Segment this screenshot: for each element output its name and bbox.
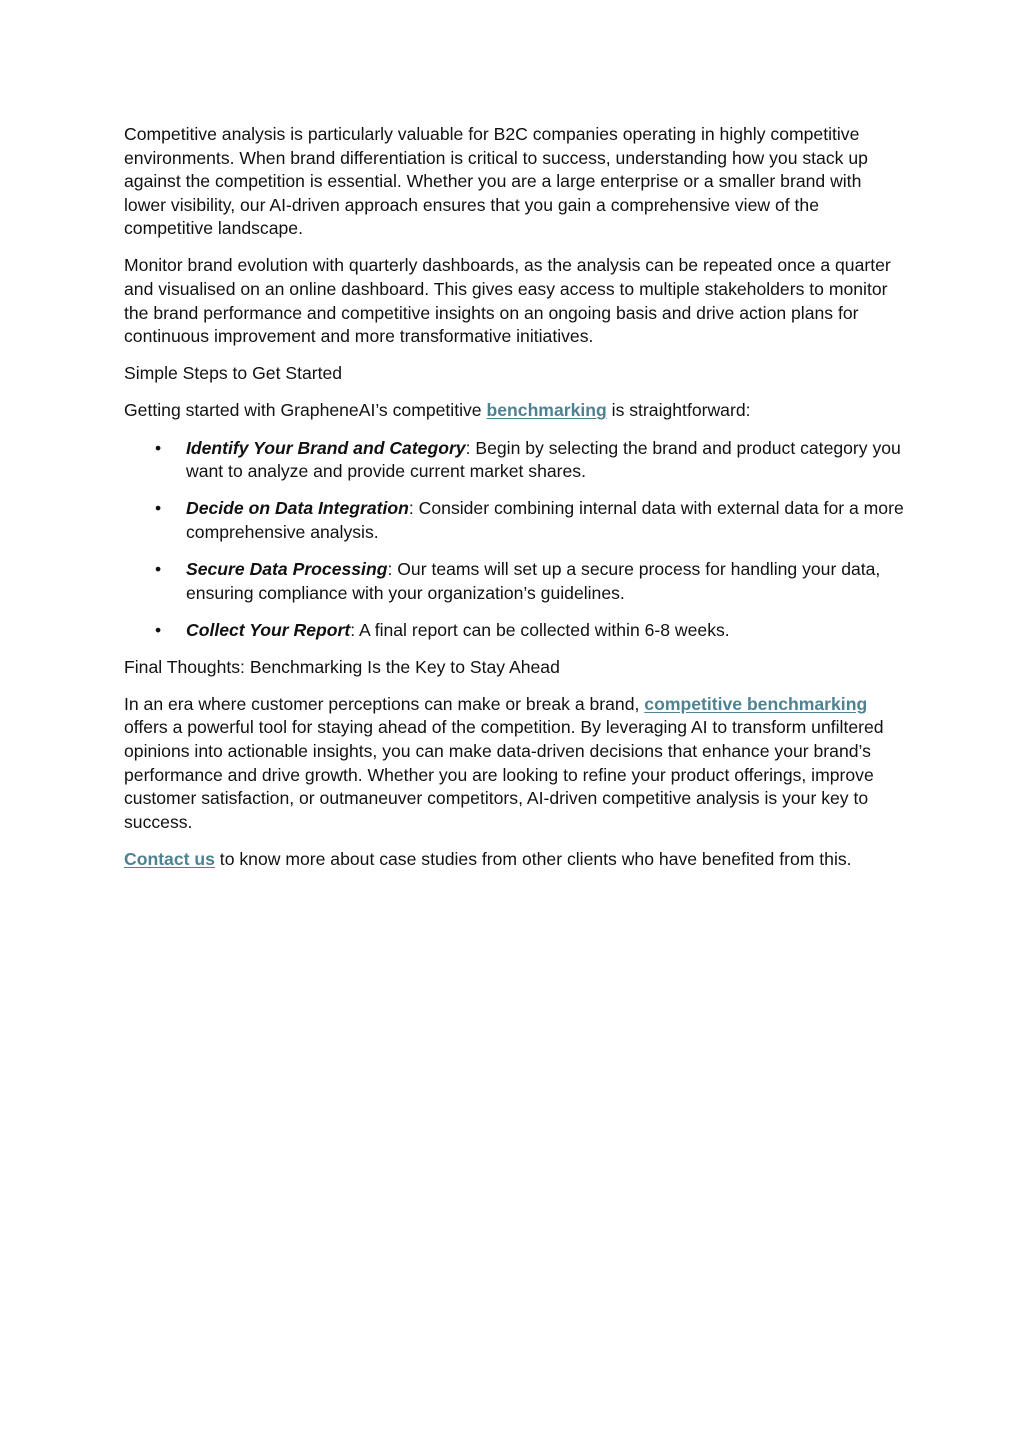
- step-term: Identify Your Brand and Category: [186, 437, 466, 458]
- final-text-end: offers a powerful tool for staying ahead of the competition. By leveraging AI to transform unfiltered opinions into actionable insights, you can make data-driven decisions that enhance your brand’s performance and drive growth. Whether you are looking to refine your product offerings, improve customer satisfaction, or outmaneuver competitors, AI-driven competitive analysis is your key to success.: [124, 717, 884, 832]
- steps-heading: Simple Steps to Get Started: [124, 363, 343, 384]
- steps-intro-paragraph: [124, 399, 904, 423]
- competitive-benchmarking-link[interactable]: competitive benchmarking: [644, 693, 868, 714]
- final-heading: Final Thoughts: Benchmarking Is the Key to Stay Ahead: [124, 656, 560, 677]
- dashboard-paragraph: Monitor brand evolution with quarterly dashboards, as the analysis can be repeated once a quarter and visualised on an online dashboard. This gives easy access to multiple stakeholders to monitor the brand performance and competitive insights on an ongoing basis and drive action plans for continuous improvement and more transformative initiatives.: [124, 255, 891, 347]
- steps-intro-text: Getting started with GrapheneAI’s competitive: [124, 400, 487, 421]
- document-page: [124, 123, 904, 885]
- contact-paragraph: [124, 848, 904, 872]
- contact-us-link[interactable]: Contact us: [124, 848, 215, 869]
- step-description: : Our teams will set up a secure process for handling your data, ensuring compliance with your organization’s guidelines.: [186, 558, 881, 603]
- step-term: Decide on Data Integration: [186, 498, 409, 519]
- list-item: [124, 497, 904, 544]
- final-text: In an era where customer perceptions can make or break a brand,: [124, 693, 645, 714]
- list-item: [124, 619, 904, 643]
- list-item: [124, 558, 904, 605]
- step-description: : Begin by selecting the brand and product category you want to analyze and provide current market shares.: [186, 437, 901, 482]
- steps-intro-text-end: is straightforward:: [606, 400, 751, 421]
- step-term: Collect Your Report: [186, 619, 351, 640]
- bullet-icon: •: [155, 619, 162, 640]
- step-term: Secure Data Processing: [186, 558, 388, 579]
- final-paragraph: [124, 693, 904, 835]
- bullet-icon: •: [155, 498, 162, 519]
- step-description: : A final report can be collected within 6-8 weeks.: [350, 619, 730, 640]
- steps-list: [124, 437, 904, 643]
- contact-text: to know more about case studies from other clients who have benefited from this.: [214, 848, 852, 869]
- bullet-icon: •: [155, 437, 162, 458]
- intro-paragraph: Competitive analysis is particularly valuable for B2C companies operating in highly competitive environments. When brand differentiation is critical to success, understanding how you stack up against the competition is essential. Whether you are a large enterprise or a smaller brand with lower visibility, our AI-driven approach ensures that you gain a comprehensive view of the competitive landscape.: [124, 124, 868, 239]
- bullet-icon: •: [155, 558, 162, 579]
- benchmarking-link[interactable]: benchmarking: [486, 400, 607, 421]
- step-description: : Consider combining internal data with external data for a more comprehensive analysis.: [186, 498, 904, 542]
- list-item: [124, 437, 904, 484]
